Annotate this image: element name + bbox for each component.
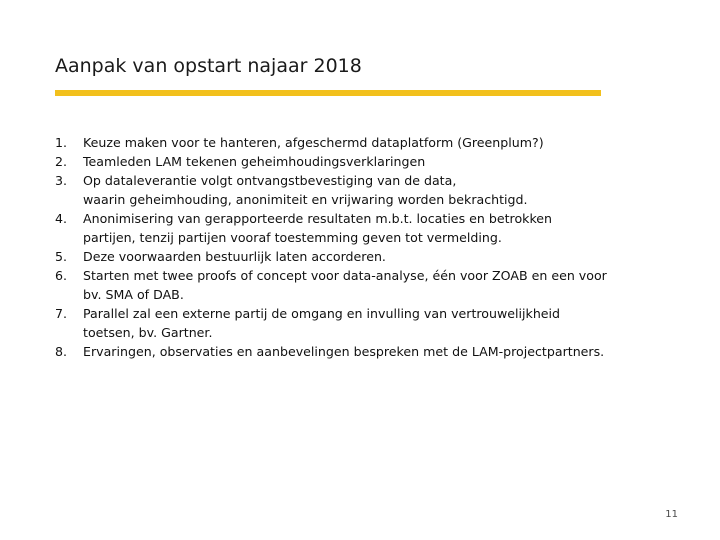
list-item-text: [83, 152, 635, 171]
list-item: [55, 152, 635, 171]
list-item: [55, 266, 635, 304]
list-item-text: [83, 266, 635, 304]
list-item: [55, 133, 635, 152]
list-item-line: Deze voorwaarden bestuurlijk laten accorderen.: [83, 249, 386, 264]
list-item-line: Ervaringen, observaties en aanbevelingen bespreken met de LAM-projectpartners.: [83, 344, 605, 359]
list-item-line: partijen, tenzij partijen vooraf toestemming geven tot vermelding.: [83, 230, 502, 245]
list-item-text: [83, 304, 635, 342]
list-item-text: [83, 133, 635, 152]
list-item: [55, 171, 635, 209]
list-item-number: 5.: [55, 249, 68, 264]
list-item-line: Starten met twee proofs of concept voor data-analyse, één voor ZOAB en een voor: [83, 268, 607, 283]
list-item: [55, 304, 635, 342]
list-item: [55, 209, 635, 247]
list-item-line: waarin geheimhouding, anonimiteit en vrijwaring worden bekrachtigd.: [83, 192, 528, 207]
list-item-number: 8.: [55, 344, 68, 359]
list-item-number: 6.: [55, 268, 68, 283]
list-item-text: [83, 171, 635, 209]
list-item-line: Teamleden LAM tekenen geheimhoudingsverklaringen: [83, 154, 426, 169]
list-item-text: [83, 209, 635, 247]
list-item-line: toetsen, bv. Gartner.: [83, 325, 213, 340]
list-item-number: 4.: [55, 211, 68, 226]
list-item-text: [83, 342, 635, 361]
list-item-line: Anonimisering van gerapporteerde resultaten m.b.t. locaties en betrokken: [83, 211, 553, 226]
title-underline-bar: [55, 90, 601, 96]
list-item-number: 2.: [55, 154, 68, 169]
list-item-number: 3.: [55, 173, 68, 188]
list-item-line: Parallel zal een externe partij de omgang en invulling van vertrouwelijkheid: [83, 306, 561, 321]
list-item-line: bv. SMA of DAB.: [83, 287, 184, 302]
list-item-line: Keuze maken voor te hanteren, afgeschermd dataplatform (Greenplum?): [83, 135, 544, 150]
list-item-text: [83, 247, 635, 266]
list-item-number: 1.: [55, 135, 68, 150]
list-item: [55, 342, 635, 361]
list-item-line: Op dataleverantie volgt ontvangstbevestiging van de data,: [83, 173, 457, 188]
numbered-list: [55, 133, 635, 361]
slide-title: Aanpak van opstart najaar 2018: [55, 55, 362, 77]
list-item-number: 7.: [55, 306, 68, 321]
list-item: [55, 247, 635, 266]
page-number: 11: [665, 509, 678, 520]
